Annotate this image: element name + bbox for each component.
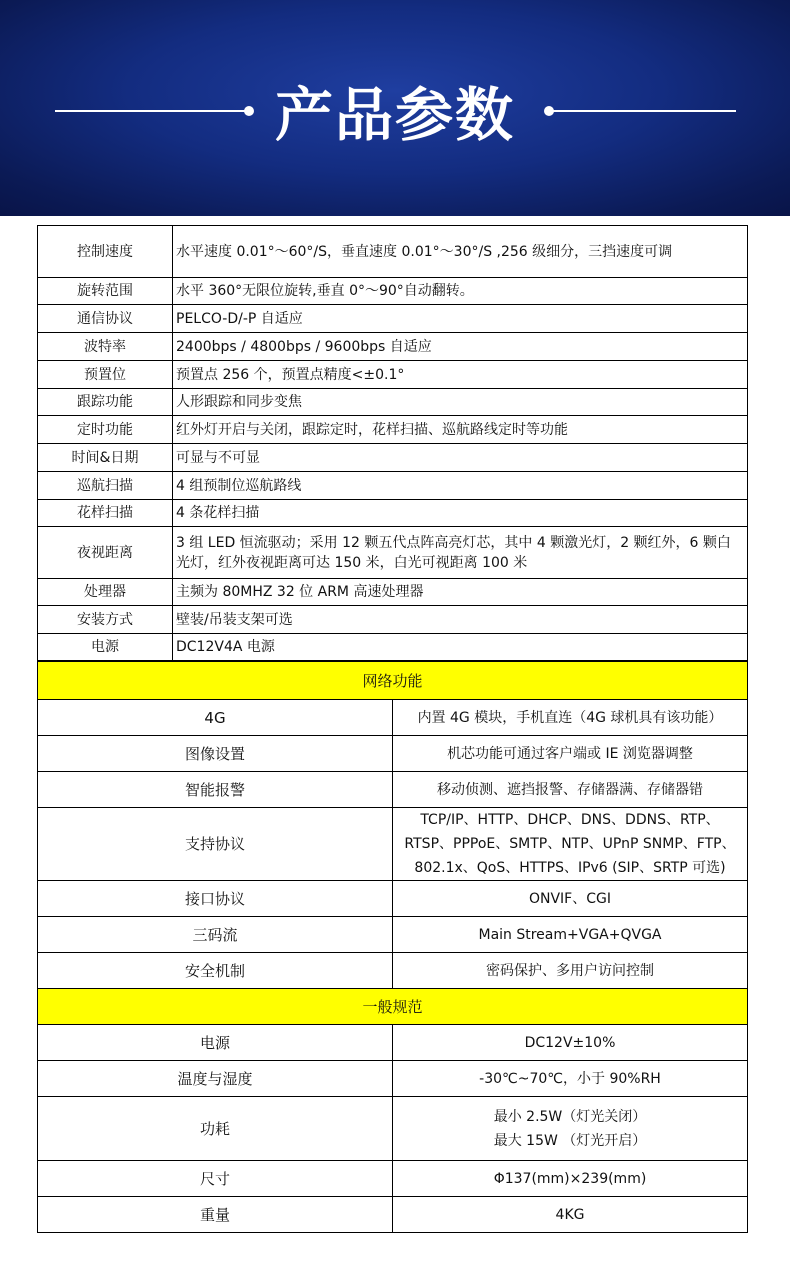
spec-value: 2400bps / 4800bps / 9600bps 自适应 (173, 333, 748, 361)
spec-label: 电源 (38, 1025, 393, 1061)
section-title: 一般规范 (38, 989, 748, 1025)
spec-label: 时间&日期 (38, 444, 173, 472)
spec-value: -30℃~70℃，小于 90%RH (393, 1061, 748, 1097)
spec-label: 接口协议 (38, 881, 393, 917)
spec-row (38, 772, 748, 808)
spec-sheet (37, 225, 748, 1233)
spec-value: 移动侦测、遮挡报警、存储器满、存储器错 (393, 772, 748, 808)
spec-label: 跟踪功能 (38, 389, 173, 416)
spec-label: 安装方式 (38, 606, 173, 634)
spec-label: 巡航扫描 (38, 472, 173, 500)
spec-value: 4KG (393, 1197, 748, 1233)
spec-row (38, 1161, 748, 1197)
spec-row (38, 700, 748, 736)
spec-row (38, 1061, 748, 1097)
spec-label: 电源 (38, 634, 173, 661)
spec-row (38, 500, 748, 527)
spec-value: 红外灯开启与关闭，跟踪定时，花样扫描、巡航路线定时等功能 (173, 416, 748, 444)
spec-label: 支持协议 (38, 808, 393, 881)
spec-label: 控制速度 (38, 226, 173, 278)
spec-row (38, 278, 748, 305)
section-header-general (38, 989, 748, 1025)
spec-row (38, 226, 748, 278)
spec-value: 水平 360°无限位旋转,垂直 0°～90°自动翻转。 (173, 278, 748, 305)
spec-value: Main Stream+VGA+QVGA (393, 917, 748, 953)
spec-row (38, 606, 748, 634)
spec-row (38, 472, 748, 500)
page-title: 产品参数 (274, 81, 515, 149)
power-max: 最大 15W （灯光开启） (493, 1132, 647, 1149)
spec-value-group (393, 1097, 748, 1161)
spec-value: 密码保护、多用户访问控制 (393, 953, 748, 989)
spec-label: 通信协议 (38, 305, 173, 333)
spec-row (38, 333, 748, 361)
spec-value: 人形跟踪和同步变焦 (173, 389, 748, 416)
spec-value: 壁装/吊装支架可选 (173, 606, 748, 634)
spec-row (38, 416, 748, 444)
spec-value: 水平速度 0.01°～60°/S，垂直速度 0.01°～30°/S ,256 级细分，三挡速度可调 (173, 226, 748, 278)
spec-label: 安全机制 (38, 953, 393, 989)
spec-label: 尺寸 (38, 1161, 393, 1197)
spec-row (38, 527, 748, 579)
spec-label: 重量 (38, 1197, 393, 1233)
section-header-network (38, 662, 748, 700)
spec-value: PELCO-D/-P 自适应 (173, 305, 748, 333)
spec-row (38, 808, 748, 881)
spec-label: 花样扫描 (38, 500, 173, 527)
spec-table (37, 225, 748, 661)
spec-label: 处理器 (38, 579, 173, 606)
spec-value: DC12V4A 电源 (173, 634, 748, 661)
spec-row (38, 953, 748, 989)
spec-label: 功耗 (38, 1097, 393, 1161)
spec-label: 夜视距离 (38, 527, 173, 579)
spec-value: ONVIF、CGI (393, 881, 748, 917)
spec-row (38, 736, 748, 772)
spec-row (38, 1097, 748, 1161)
spec-label: 波特率 (38, 333, 173, 361)
header-banner (0, 0, 790, 216)
spec-label: 图像设置 (38, 736, 393, 772)
spec-value: 3 组 LED 恒流驱动；采用 12 颗五代点阵高亮灯芯，其中 4 颗激光灯，2 颗红外，6 颗白光灯，红外夜视距离可达 150 米，白光可视距离 100 米 (173, 527, 748, 579)
spec-label: 三码流 (38, 917, 393, 953)
decorative-line-right (548, 110, 736, 112)
spec-row (38, 881, 748, 917)
spec-row (38, 361, 748, 389)
spec-row (38, 579, 748, 606)
spec-value: TCP/IP、HTTP、DHCP、DNS、DDNS、RTP、RTSP、PPPoE、SMTP、NTP、UPnP SNMP、FTP、802.1x、QoS、HTTPS、IPv6 (SIP、SRTP 可选) (393, 808, 748, 881)
spec-value: 内置 4G 模块，手机直连（4G 球机具有该功能） (393, 700, 748, 736)
spec-value: 可显与不可显 (173, 444, 748, 472)
spec-value: 4 组预制位巡航路线 (173, 472, 748, 500)
spec-label: 智能报警 (38, 772, 393, 808)
spec-value: 机芯功能可通过客户端或 IE 浏览器调整 (393, 736, 748, 772)
spec-value: Φ137(mm)×239(mm) (393, 1161, 748, 1197)
section-title: 网络功能 (38, 662, 748, 700)
spec-label: 旋转范围 (38, 278, 173, 305)
spec-label: 4G (38, 700, 393, 736)
spec-row (38, 1197, 748, 1233)
power-min: 最小 2.5W（灯光关闭） (493, 1108, 647, 1125)
spec-row (38, 389, 748, 416)
spec-row (38, 305, 748, 333)
spec-label: 定时功能 (38, 416, 173, 444)
spec-value: 主频为 80MHZ 32 位 ARM 高速处理器 (173, 579, 748, 606)
spec-value: 4 条花样扫描 (173, 500, 748, 527)
spec-row (38, 1025, 748, 1061)
network-table (37, 661, 748, 1233)
spec-row (38, 444, 748, 472)
spec-value: 预置点 256 个，预置点精度<±0.1° (173, 361, 748, 389)
spec-row (38, 634, 748, 661)
spec-row (38, 917, 748, 953)
spec-label: 预置位 (38, 361, 173, 389)
spec-label: 温度与湿度 (38, 1061, 393, 1097)
spec-value: DC12V±10% (393, 1025, 748, 1061)
